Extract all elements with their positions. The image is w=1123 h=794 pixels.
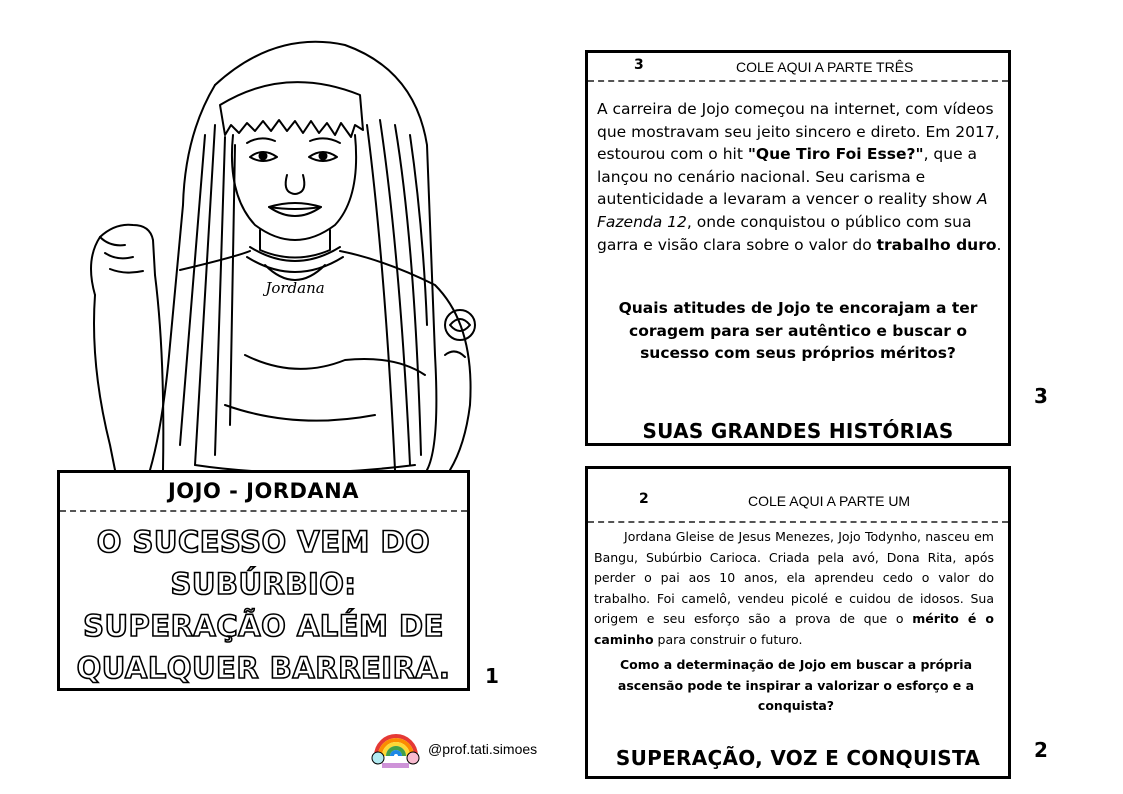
card-part-one (585, 466, 1011, 779)
dashed-divider (588, 521, 1008, 523)
card-slogan: O SUCESSO VEM DO SUBÚRBIO: SUPERAÇÃO ALÉM DE QUALQUER BARREIRA. (76, 525, 451, 685)
page-number-1: 1 (485, 664, 499, 688)
card-question: Como a determinação de Jojo em buscar a própria ascensão pode te inspirar a valorizar o esforço e a conquista? (617, 657, 975, 713)
rainbow-logo-icon (368, 720, 423, 770)
card-part-three (585, 50, 1011, 446)
author-handle: @prof.tati.simoes (428, 741, 538, 757)
card-header: COLE AQUI A PARTE TRÊS (736, 59, 914, 75)
card-body-text: A carreira de Jojo começou na internet, com vídeos que mostravam seu jeito sincero e direto. Em 2017, estourou com o hit "Que Tiro Foi Esse?", que a lançou no cenário nacional. Seu carisma e autenticidade a levaram a vencer o reality show A Fazenda 12, onde conquistou o público com sua garra e visão clara sobre o valor do trabalho duro. (597, 100, 1002, 254)
jojo-portrait-illustration (55, 25, 495, 475)
title-card (57, 470, 470, 691)
hair-right-outline (215, 42, 436, 470)
necklace-text: Jordana (265, 279, 325, 297)
card-header: COLE AQUI A PARTE UM (748, 493, 911, 509)
card-footer-title: SUPERAÇÃO, VOZ E CONQUISTA (615, 746, 981, 770)
face-outline (232, 135, 356, 240)
dashed-divider (588, 80, 1008, 82)
card-number: 3 (634, 57, 644, 73)
page-number-2: 2 (1034, 738, 1048, 762)
card-number: 2 (639, 491, 649, 507)
dashed-divider (60, 510, 467, 512)
card-footer-title: SUAS GRANDES HISTÓRIAS (642, 419, 954, 443)
card-question: Quais atitudes de Jojo te encorajam a ter coragem para ser autêntico e buscar o sucesso com seus próprios méritos? (618, 299, 978, 363)
page-number-3: 3 (1034, 384, 1048, 408)
card-body-text: Jordana Gleise de Jesus Menezes, Jojo Todynho, nasceu em Bangu, Subúrbio Carioca. Criada pela avó, Dona Rita, após perder o pai aos 10 anos, ela aprendeu cedo o valor do trabalho. Foi camelô, vendeu picolé e cuidou de idosos. Sua origem e seu esforço são a prova de que o mérito é o caminho para construir o futuro. (594, 529, 994, 647)
card-title-name: JOJO - JORDANA (167, 479, 360, 503)
